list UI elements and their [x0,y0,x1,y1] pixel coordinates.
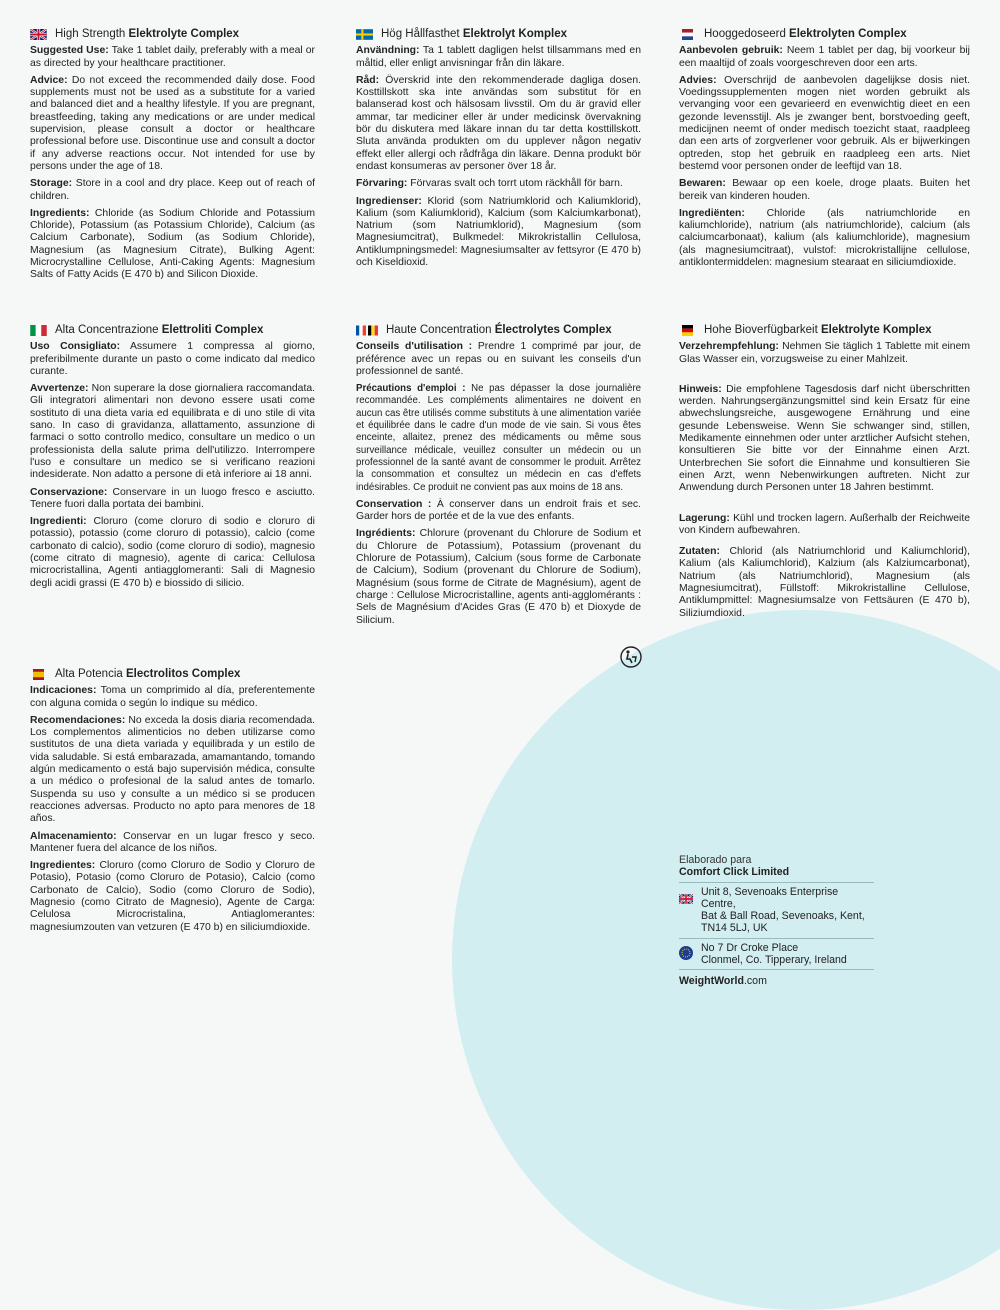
dutch-section [679,28,970,274]
forvaring: Förvaring: Förvaras svalt och torrt utom räckhåll för barn. [356,178,623,190]
uk-flag-icon [679,894,695,907]
dutch-heading [679,28,970,40]
uk-address [679,882,874,938]
english-heading [30,28,315,40]
suggested-use: Suggested Use: Take 1 tablet daily, preferably with a meal or as directed by your healthcare practitioner. [30,45,315,69]
uk-address-line: TN14 5LJ, UK [701,922,768,935]
swedish-section [356,28,641,274]
eu-flag-icon [679,946,695,963]
ingredients-fr: Ingrédients: Chlorure (provenant du Chlorure de Sodium et du Chlorure de Potassium), Potassium (provenant du Chlorure de Potassium), Calcium (sous forme de Carbonate de Calcium), Sodium (provenant du Chlorure de Sodium), Magnésium (sous forme de Citrate de Magnésium), agent de charge : Cellulose Microcristalline, agents anti-agglomérants : Sels de Magnésium d'Acides Gras (E 470 b) et Dioxyde de Silicium. [356,528,641,626]
title-bold: Elektrolyte Komplex [820,324,932,336]
germany-flag-icon [679,325,696,336]
spanish-heading [30,668,315,680]
storage: Storage: Store in a cool and dry place. Keep out of reach of children. [30,178,315,202]
france-belgium-flag-icon [356,325,378,336]
french-heading [356,324,641,336]
eu-address-line: Clonmel, Co. Tipperary, Ireland [701,954,847,967]
title-light: Alta Concentrazione [55,324,162,336]
title-light: Haute Concentration [386,324,495,336]
lagerung: Lagerung: Kühl und trocken lagern. Außerhalb der Reichweite von Kindern aufbewahren. [679,512,970,536]
made-for-label: Elaborado para [679,854,752,866]
title-light: Hög Hållfasthet [381,28,463,40]
ingredienser: Ingredienser: Klorid (som Natriumklorid och Kaliumklorid), Kalium (som Kaliumklorid), Kalcium (som Kalciumkarbonat), Natrium (som Natriumklorid), Magnesium (som Magnesiumcitrat), Bulkmedel: Mikrokristallin Cellulosa, Antiklumpningsmedel: Magnesiumsalter av fettsyror (E 470 b) och Kiseldioxid. [356,195,641,269]
uso-consigliato: Uso Consigliato: Assumere 1 compressa al giorno, preferibilmente durante un pasto o come indicato dal medico curante. [30,341,315,377]
site-rest: .com [743,975,767,988]
title-bold: Elektrolyte Complex [128,28,240,40]
ingredients: Ingredients: Chloride (as Sodium Chloride and Potassium Chloride), Potassium (as Potassium Chloride), Calcium (as Calcium Carbonate), Sodium (as Sodium Chloride), Magnesium (as Magnesium Citrate), Bulking Agent: Microcrystalline Cellulose, Anti-Caking Agents: Magnesium Salts of Fatty Acids (E 470 b) and Silicon Dioxide. [30,207,315,281]
aanbevolen-gebruik: Aanbevolen gebruik: Neem 1 tablet per dag, bij voorkeur bij een maaltijd of zoals voorgeschreven door een arts. [679,45,970,69]
anvandning: Användning: Ta 1 tablett dagligen helst tillsammans med en måltid, eller enligt anvisningar från din läkare. [356,45,641,69]
italian-section [30,324,315,595]
italy-flag-icon [30,325,47,336]
zutaten: Zutaten: Chlorid (als Natriumchlorid und Kaliumchlorid), Kalium (als Kaliumchlorid), Kalzium (als Kalziumcarbonat), Natrium (als Natriumchlorid), Magnesium (als Magnesiumcitrat), Füllstoff: Mikrokristalline Cellulose, Antiklumpmittel: Magnesiumsalze von Fettsäuren (E 470 b), Siliziumdioxid. [679,546,970,619]
title-bold: Electrolitos Complex [125,668,241,680]
german-section [679,324,970,625]
bewaren: Bewaren: Bewaar op een koele, droge plaats. Buiten het bereik van kinderen houden. [679,178,970,202]
company-name: Comfort Click Limited [679,866,790,879]
verzehrempfehlung: Verzehrempfehlung: Nehmen Sie täglich 1 Tablette mit einem Glas Wasser ein, vorzugsweise zu einer Mahlzeit. [679,341,970,365]
almacenamiento: Almacenamiento: Conservar en un lugar fresco y seco. Mantener fuera del alcance de los niños. [30,830,315,854]
ingredientes: Ingredientes: Cloruro (como Cloruro de Sodio y Cloruro de Potasio), Potasio (como Cloruro de Potasio), Calcio (como Carbonato de Calcio), Sodio (como Cloruro de Sodio), Magnesio (como Citrato de Magnesio), Agente de Carga: Celulosa Microcristalina, Antiaglomerantes: magnesiumzouten van vetzuren (E 470 b) en siliciumdioxide. [30,860,315,933]
uk-address-line: Bat & Ball Road, Sevenoaks, Kent, [701,910,865,923]
website [679,969,874,987]
conseils-utilisation: Conseils d'utilisation : Prendre 1 comprimé par jour, de préférence avec un repas ou en suivant les conseils d'un professionnel de santé. [356,341,641,377]
sweden-flag-icon [356,29,373,40]
address-block [679,854,874,988]
recomendaciones: Recomendaciones: No exceda la dosis diaria recomendada. Los complementos alimenticios no deben utilizarse como sustitutos de una dieta variada y equilibrada y un estilo de vida saludable. Si está embarazada, amamantando, tomando algún medicamento o está bajo supervisión médica, consulte a un médico o profesional de la salud antes de tomarlo. Suspenda su uso y consulte a un médico si se producen reacciones adversas. Producto no apto para menores de 18 años. [30,714,315,825]
ingredienten: Ingrediënten: Chloride (als natriumchloride en kaliumchloride), natrium (als natriumchloride), calcium (als calciumcarbonaat), kalium (als kaliumchloride), magnesium (als magnesiumcitraat), vulstof: microkristallijne cellulose, antiklontermiddelen: magnesium stearaat en siliciumdioxide. [679,207,970,269]
title-bold: Électrolytes Complex [494,324,612,336]
avvertenze: Avvertenze: Non superare la dose giornaliera raccomandata. Gli integratori alimentari non devono essere usati come sostituto di una dieta varia ed equilibrata e di uno stile di vita sano. In caso di gravidanza, allattamento, assunzione di farmaci o sotto controllo medico, consultare un medico o un professionista della salute prima dell'utilizzo. Interrompere l'uso e consultare un medico se si verificano reazioni indesiderate. Non adatto a persone di età inferiore ai 18 anni. [30,383,315,481]
title-light: Hohe Bioverfügbarkeit [704,324,821,336]
spain-flag-icon [30,669,47,680]
indicaciones: Indicaciones: Toma un comprimido al día, preferentemente con alguna comida o según lo indique su médico. [30,685,315,709]
german-heading [679,324,970,336]
title-light: Hooggedoseerd [704,28,790,40]
advice: Advice: Do not exceed the recommended daily dose. Food supplements must not be used as a substitute for a varied and balanced diet and a healthy lifestyle. If you are pregnant, breastfeeding, taking any medications or are under medical supervision, please consult a doctor or healthcare professional before use. Discontinue use and consult a doctor if any adverse reactions occur. Not intended for use by persons under the age of 18. [30,74,315,172]
title-bold: Elektrolyt Komplex [462,28,567,40]
spanish-section [30,668,315,939]
french-section [356,324,641,632]
eu-address-line: No 7 Dr Croke Place [701,941,799,954]
eu-address [679,938,874,970]
title-bold: Elettroliti Complex [161,324,264,336]
hinweis: Hinweis: Die empfohlene Tagesdosis darf nicht überschritten werden. Nahrungsergänzungsmittel sind kein Ersatz für eine abwechslungsreiche, ausgewogene Ernährung und eine gesunde Lebensweise. Wenn Sie schwanger sind, stillen, Medikamente einnehmen oder unter arztlicher Aufsicht stehen, konsultieren Sie bitte vor der Einnahme einen Arzt. Unterbrechen Sie sofort die Einnahme und konsultieren Sie einen Arzt, wenn Nebenwirkungen auftreten. Nicht zur Anwendung durch Personen unter 18 Jahren bestimmt. [679,383,970,494]
netherlands-flag-icon [679,29,696,40]
precautions-emploi: Précautions d'emploi : Ne pas dépasser la dose journalière recommandée. Les compléments alimentaires ne doivent en aucun cas être utilisés comme substituts à une alimentation variée et équilibrée dans le cadre d'un mode de vie sain. Si vous êtes enceinte, allaitez, prenez des médicaments ou même sous surveillance médicale, veuillez consulter un médecin ou un professionnel de la santé avant de consommer le produit. Arrêtez la consommation et consultez un médecin en cas d'effets indésirables. Ce produit ne convient pas aux moins de 18 ans. [356,383,641,493]
ingredienti: Ingredienti: Cloruro (come cloruro di sodio e cloruro di potassio), potassio (come cloruro di potassio), calcio (come carbonato di calcio), sodio (come cloruro di sodio), magnesio (come citrato di magnesio), agente di carica: Cellulosa microcristallina, Agenti antiagglomeranti: Sali di Magnesio degli acidi grassi (E 470 b) e biossido di silicio. [30,516,315,589]
rad: Råd: Överskrid inte den rekommenderade dagliga dosen. Kosttillskott ska inte användas som substitut för en balanserad kost och hälsosam livsstil. Om du är gravid eller ammar, tar mediciner eller är under medicinsk övervakning bör du diskutera med läkare innan du tar detta kosttillskott. Sluta använda produkten om du upplever någon negativ effekt eller allergi och rådfråga din läkare. Denna produkt bör endast konsumeras av personer över 18 år. [356,74,641,172]
italian-heading [30,324,315,336]
site-bold: WeightWorld [679,975,744,988]
title-light: Alta Potencia [55,668,126,680]
uk-address-line: Unit 8, Sevenoaks Enterprise Centre, [701,885,839,910]
conservazione: Conservazione: Conservare in un luogo fresco e asciutto. Tenere fuori dalla portata dei bambini. [30,486,315,510]
uk-flag-icon [30,29,47,40]
recycle-icon [620,646,642,668]
title-bold: Elektrolyten Complex [789,28,907,40]
swedish-heading [356,28,641,40]
title-light: High Strength [55,28,129,40]
conservation: Conservation : À conserver dans un endroit frais et sec. Garder hors de portée et de la vue des enfants. [356,498,641,523]
advies: Advies: Overschrijd de aanbevolen dagelijkse dosis niet. Voedingssupplementen mogen niet worden gebruikt als vervanging voor een gevarieerd en evenwichtig dieet en een gezonde levensstijl. Als je zwanger bent, borstvoeding geeft, medicijnen neemt of onder medisch toezicht staat, raadpleeg dan een arts of zorgverlener voor gebruik. Als er bijwerkingen optreden, stop het gebruik en raadpleeg een arts. Niet bestemd voor personen onder de leeftijd van 18. [679,74,970,172]
english-section [30,28,315,287]
